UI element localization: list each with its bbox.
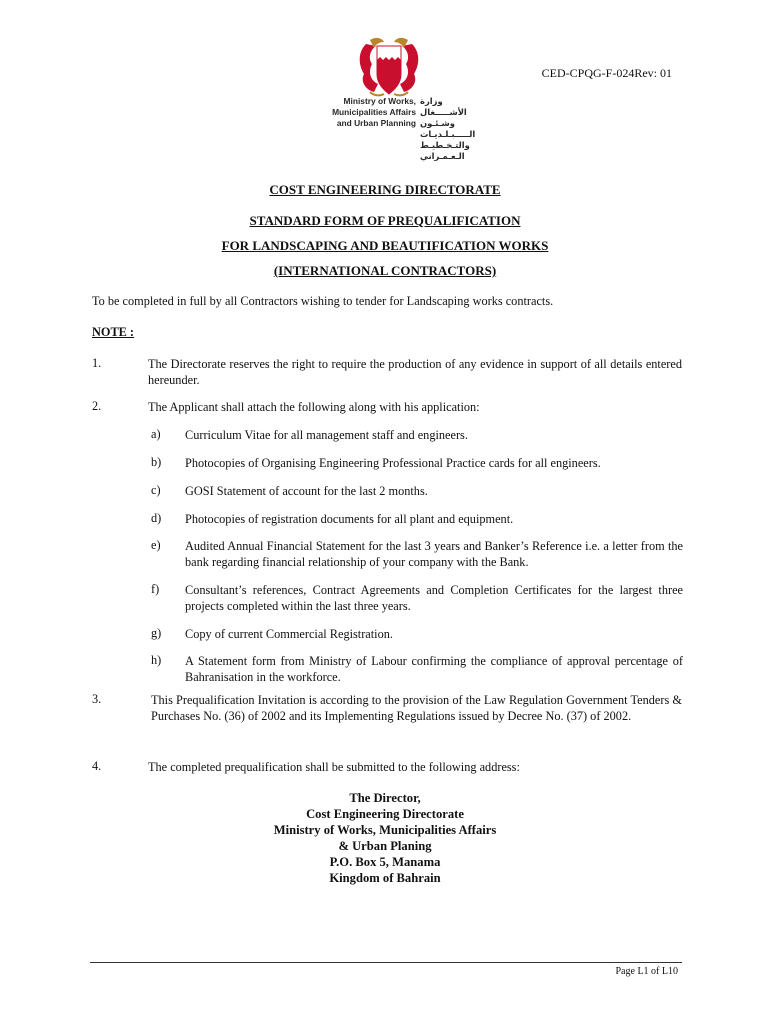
ministry-name-ar-line: والتـخـطيـط الـعـمـراني — [420, 140, 470, 161]
subitem-text: A Statement form from Ministry of Labour confirming the compliance of approval percentage of Bahranisation in the workforce. — [185, 654, 683, 684]
subitem-text: Consultant’s references, Contract Agreements and Completion Certificates for the largest three projects completed within the last three years. — [185, 583, 683, 613]
address-line: Kingdom of Bahrain — [329, 871, 441, 885]
address-line: Ministry of Works, Municipalities Affairs — [273, 823, 497, 837]
submission-address — [0, 790, 770, 886]
ministry-name-arabic — [420, 96, 490, 162]
item-number: 4. — [92, 759, 102, 773]
emblem-icon — [356, 34, 422, 98]
subitem-text: Copy of current Commercial Registration. — [185, 627, 393, 641]
subitem-text: Curriculum Vitae for all management staff and engineers. — [185, 428, 468, 442]
note-label: NOTE : — [92, 325, 135, 339]
subitem-text: Audited Annual Financial Statement for the last 3 years and Banker’s Reference i.e. a letter from the bank regarding financial relationship of your company with the Bank. — [185, 539, 683, 569]
form-title-line-2: FOR LANDSCAPING AND BEAUTIFICATION WORKS — [221, 238, 549, 253]
directorate-title: COST ENGINEERING DIRECTORATE — [269, 182, 501, 197]
ministry-name-english — [296, 96, 416, 129]
ministry-emblem — [356, 34, 422, 98]
footer-divider — [90, 962, 682, 963]
item-text: The completed prequalification shall be submitted to the following address: — [148, 760, 520, 774]
ministry-name-ar-line: وشـئـون الـــــبـلـديـات — [420, 118, 476, 139]
address-line: & Urban Planing — [338, 839, 432, 853]
subitem-letter: e) — [151, 538, 161, 552]
page-number: Page L1 of L10 — [615, 966, 678, 977]
subitem-letter: h) — [151, 653, 162, 667]
form-title-line-3: (INTERNATIONAL CONTRACTORS) — [273, 263, 497, 278]
item-number: 1. — [92, 356, 102, 370]
ministry-name-ar-line: وزارة الأشـــــغال — [420, 96, 467, 117]
subitem-text: Photocopies of Organising Engineering Professional Practice cards for all engineers. — [185, 456, 601, 470]
form-reference: CED-CPQG-F-024Rev: 01 — [541, 66, 672, 80]
subitem-letter: f) — [151, 582, 160, 596]
subitem-letter: a) — [151, 427, 161, 441]
subitem-text: GOSI Statement of account for the last 2 months. — [185, 484, 428, 498]
ministry-name-en-line: Municipalities Affairs — [332, 107, 416, 117]
item-text: This Prequalification Invitation is according to the provision of the Law Regulation Government Tenders & Purchases No. (36) of 2002 and its Implementing Regulations issued by Decree No. (37) of 2002. — [151, 693, 682, 723]
subitem-letter: g) — [151, 626, 162, 640]
item-number: 3. — [92, 692, 102, 706]
item-text: The Applicant shall attach the following along with his application: — [148, 400, 480, 414]
subitem-letter: b) — [151, 455, 162, 469]
ministry-name-en-line: Ministry of Works, — [343, 96, 416, 106]
subitem-text: Photocopies of registration documents for all plant and equipment. — [185, 512, 514, 526]
item-number: 2. — [92, 399, 102, 413]
intro-text: To be completed in full by all Contractors wishing to tender for Landscaping works contracts. — [92, 294, 554, 308]
subitem-letter: d) — [151, 511, 162, 525]
address-line: The Director, — [349, 791, 421, 805]
ministry-name-en-line: and Urban Planning — [336, 118, 416, 128]
address-line: P.O. Box 5, Manama — [329, 855, 441, 869]
form-title-line-1: STANDARD FORM OF PREQUALIFICATION — [249, 213, 521, 228]
item-text: The Directorate reserves the right to require the production of any evidence in support of all details entered hereunder. — [148, 357, 682, 387]
address-line: Cost Engineering Directorate — [306, 807, 464, 821]
subitem-letter: c) — [151, 483, 161, 497]
